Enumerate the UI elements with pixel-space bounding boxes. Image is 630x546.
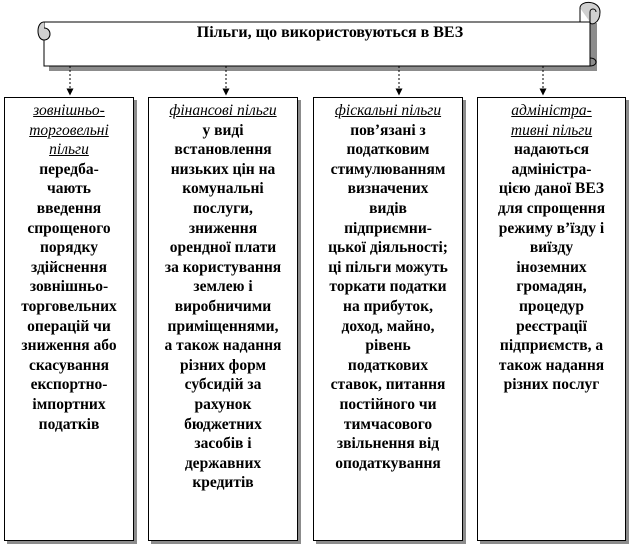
body-line: оподаткування — [335, 454, 441, 472]
body-line: передба- — [39, 160, 99, 178]
body-line: засобів і — [194, 435, 252, 453]
body-line: тимчасового — [343, 415, 433, 433]
body-line: порядку — [40, 239, 98, 257]
body-line: зовнішньо- — [29, 278, 109, 296]
body-line: громадян, — [516, 278, 587, 296]
box-body — [318, 121, 458, 474]
body-line: за користування — [164, 258, 282, 276]
body-line: визначених — [347, 180, 429, 198]
body-line: рахунок — [194, 395, 252, 413]
body-line: здійснення — [31, 258, 107, 276]
body-line: скасування — [28, 356, 110, 374]
body-line: зниження — [188, 219, 258, 237]
body-line: також надання — [498, 356, 605, 374]
body-line: у виді — [202, 121, 244, 139]
body-line: бюджетних — [184, 415, 262, 433]
body-line: чають — [47, 180, 91, 198]
body-line: торкати податки — [329, 278, 447, 296]
diagram-title: Пільги, що використовуються в ВЕЗ — [196, 24, 464, 41]
body-line: податків — [38, 415, 100, 433]
body-line: іноземних — [516, 258, 587, 276]
body-line: підприємни- — [344, 219, 432, 237]
body-line: різних послуг — [503, 376, 600, 394]
body-line: стимулюванням — [330, 160, 446, 178]
benefit-box-fiscal — [313, 97, 463, 541]
body-line: для спрощення — [497, 199, 606, 217]
box-body — [9, 160, 129, 434]
body-line: приміщеннями, — [167, 317, 279, 335]
heading-line: фінансові пільги — [169, 102, 277, 119]
box-heading — [318, 101, 458, 121]
heading-line: торговельні — [29, 121, 109, 139]
body-line: звільнення від — [336, 435, 440, 453]
heading-line: тивні пільги — [510, 121, 593, 139]
benefit-box-administrative — [477, 97, 626, 541]
body-line: субсидій за — [184, 376, 262, 394]
benefit-box-foreign-trade — [4, 97, 134, 541]
body-line: постійного чи — [339, 395, 437, 413]
body-line: виробничими — [174, 297, 272, 315]
body-line: цької діяльності; — [328, 239, 448, 257]
body-line: процедур — [518, 297, 585, 315]
box-body — [482, 140, 621, 395]
body-line: низьких цін на — [170, 160, 276, 178]
body-line: імпортних — [32, 395, 106, 413]
body-line: операцій чи — [27, 317, 111, 335]
body-line: виїзду — [529, 239, 574, 257]
body-line: комунальні — [182, 180, 264, 198]
body-line: пов’язані з — [350, 121, 426, 139]
heading-line: зовнішньо- — [33, 102, 105, 119]
body-line: державних — [184, 454, 262, 472]
body-line: на прибуток, — [343, 297, 433, 315]
benefit-box-financial — [148, 97, 298, 541]
body-line: введення — [36, 199, 102, 217]
heading-line: пільги — [49, 141, 89, 159]
box-heading — [9, 101, 129, 160]
body-line: землею і — [193, 278, 253, 296]
body-line: ставок, питання — [330, 376, 446, 394]
heading-line: фіскальні пільги — [334, 102, 442, 119]
body-line: послуги, — [193, 199, 253, 217]
box-body — [153, 121, 293, 493]
body-line: орендної плати — [169, 239, 277, 257]
body-line: режиму в’їзду і — [498, 219, 605, 237]
body-line: експортно- — [30, 376, 108, 394]
body-line: видів — [369, 199, 407, 217]
body-line: зниження або — [21, 337, 117, 355]
body-line: різних форм — [179, 356, 267, 374]
body-line: підприємств, а — [499, 337, 604, 355]
body-line: рівень — [365, 337, 411, 355]
body-line: надаються — [514, 141, 589, 159]
body-line: а також надання — [164, 337, 282, 355]
body-line: кредитів — [192, 474, 254, 492]
box-heading — [482, 101, 621, 140]
body-line: спрощеного — [27, 219, 111, 237]
body-line: адміністра- — [511, 160, 592, 178]
box-heading — [153, 101, 293, 121]
body-line: податкових — [347, 356, 429, 374]
body-line: торговельних — [21, 297, 117, 315]
body-line: податковим — [346, 141, 430, 159]
body-line: встановлення — [174, 141, 272, 159]
body-line: ці пільги можуть — [328, 258, 448, 276]
heading-line: адміністра- — [511, 102, 592, 119]
body-line: реєстрації — [516, 317, 587, 335]
body-line: цією даної ВЕЗ — [498, 180, 605, 198]
body-line: доход, майно, — [341, 317, 435, 335]
